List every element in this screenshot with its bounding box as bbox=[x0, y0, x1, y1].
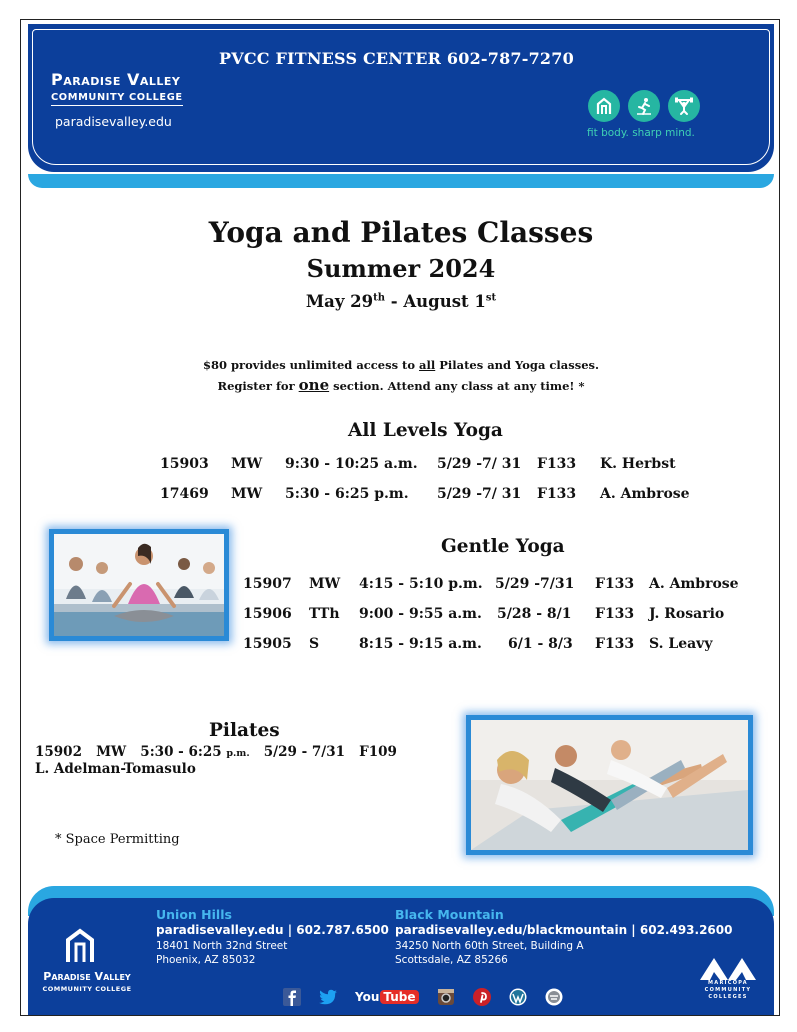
course-room: F133 bbox=[595, 606, 635, 622]
course-time: 4:15 - 5:10 p.m. bbox=[359, 576, 483, 592]
social-media-links bbox=[283, 988, 563, 1006]
course-days: MW bbox=[309, 576, 341, 592]
all-levels-heading: All Levels Yoga bbox=[348, 420, 503, 441]
course-instructor: A. Ambrose bbox=[600, 486, 690, 502]
course-instructor: A. Ambrose bbox=[649, 576, 739, 592]
black-mountain-address-1: 34250 North 60th Street, Building A bbox=[395, 940, 584, 952]
black-mountain-contact[interactable]: paradisevalley.edu/blackmountain | 602.493.2600 bbox=[395, 923, 733, 937]
pilates-heading: Pilates bbox=[209, 720, 280, 741]
course-time-suffix: p.m. bbox=[226, 748, 250, 759]
course-days: TTh bbox=[309, 606, 340, 622]
course-dates: 5/28 - 8/1 bbox=[497, 606, 572, 622]
course-instructor: L. Adelman-Tomasulo bbox=[35, 761, 196, 777]
pilates-class-photo bbox=[466, 715, 753, 855]
union-hills-name: Union Hills bbox=[156, 907, 232, 922]
promo-emphasis: all bbox=[419, 358, 436, 372]
black-mountain-address-2: Scottsdale, AZ 85266 bbox=[395, 954, 508, 966]
course-dates: 5/29 -7/31 bbox=[495, 576, 575, 592]
course-dates: 5/29 -7/ 31 bbox=[437, 456, 522, 472]
course-time: 9:30 - 10:25 a.m. bbox=[285, 456, 418, 472]
header-banner bbox=[28, 24, 774, 194]
course-dates: 5/29 - 7/31 bbox=[263, 744, 345, 760]
course-room: F133 bbox=[595, 636, 635, 652]
flyer bbox=[20, 19, 780, 1016]
promo-line-1 bbox=[21, 358, 780, 372]
footer-logo-subtitle: COMMUNITY COLLEGE bbox=[42, 985, 132, 993]
college-building-icon bbox=[62, 928, 98, 962]
black-mountain-name: Black Mountain bbox=[395, 907, 504, 922]
facebook-icon[interactable] bbox=[283, 988, 301, 1006]
course-time: 8:15 - 9:15 a.m. bbox=[359, 636, 482, 652]
course-dates: 5/29 -7/ 31 bbox=[437, 486, 522, 502]
course-code: 15907 bbox=[243, 576, 292, 592]
course-code: 15903 bbox=[160, 456, 209, 472]
college-logo-subtitle: COMMUNITY COLLEGE bbox=[51, 92, 183, 106]
maricopa-logo-text bbox=[698, 980, 758, 1001]
weightlifter-icon bbox=[668, 90, 700, 122]
union-hills-address-2: Phoenix, AZ 85032 bbox=[156, 954, 256, 966]
course-code: 15902 bbox=[35, 744, 82, 760]
gentle-yoga-heading: Gentle Yoga bbox=[441, 536, 565, 557]
youtube-tube: Tube bbox=[380, 990, 418, 1004]
twitter-icon[interactable] bbox=[319, 988, 337, 1006]
course-time: 9:00 - 9:55 a.m. bbox=[359, 606, 482, 622]
course-room: F109 bbox=[359, 744, 397, 760]
promo-text: Register for bbox=[217, 379, 299, 393]
dates-end: - August 1 bbox=[385, 292, 486, 311]
course-instructor: J. Rosario bbox=[649, 606, 725, 622]
college-logo-name: Paradise Valley bbox=[51, 70, 181, 89]
promo-emphasis: one bbox=[298, 376, 330, 394]
course-room: F133 bbox=[595, 576, 635, 592]
fitness-center-title: PVCC FITNESS CENTER 602-787-7270 bbox=[219, 49, 574, 68]
course-days: S bbox=[309, 636, 320, 652]
youtube-you: You bbox=[355, 990, 380, 1004]
promo-text: Pilates and Yoga classes. bbox=[435, 358, 599, 372]
course-time: 5:30 - 6:25 p.m. bbox=[285, 486, 409, 502]
promo-line-2 bbox=[21, 376, 780, 394]
mcc-line: MARICOPA bbox=[708, 980, 748, 986]
promo-text: section. Attend any class at any time! * bbox=[329, 379, 585, 393]
mcc-line: COMMUNITY bbox=[704, 987, 752, 993]
union-hills-address-1: 18401 North 32nd Street bbox=[156, 940, 288, 952]
course-room: F133 bbox=[537, 486, 577, 502]
mcc-line: COLLEGES bbox=[708, 994, 748, 1000]
course-days: MW bbox=[96, 744, 127, 760]
instagram-icon[interactable] bbox=[437, 988, 455, 1006]
space-permitting-note: * Space Permitting bbox=[55, 832, 180, 847]
flyer-term: Summer 2024 bbox=[306, 254, 496, 283]
pilates-course-row bbox=[35, 744, 397, 760]
course-days: MW bbox=[231, 486, 263, 502]
header-accent-stripe bbox=[28, 174, 774, 188]
course-days: MW bbox=[231, 456, 263, 472]
gym-building-icon bbox=[588, 90, 620, 122]
fitness-icons bbox=[588, 90, 700, 122]
course-time: 5:30 - 6:25 bbox=[140, 744, 222, 760]
promo-text: $80 provides unlimited access to bbox=[203, 358, 420, 372]
course-instructor: S. Leavy bbox=[649, 636, 713, 652]
youtube-icon[interactable] bbox=[355, 990, 419, 1004]
dates-end-suffix: st bbox=[485, 292, 497, 304]
college-url[interactable]: paradisevalley.edu bbox=[55, 114, 172, 129]
footer-banner bbox=[28, 898, 774, 1016]
fitness-tagline: fit body. sharp mind. bbox=[587, 127, 695, 139]
runner-icon bbox=[628, 90, 660, 122]
course-instructor: K. Herbst bbox=[600, 456, 676, 472]
flyer-title: Yoga and Pilates Classes bbox=[208, 216, 594, 249]
maricopa-logo-icon bbox=[700, 954, 756, 980]
wordpress-icon[interactable] bbox=[509, 988, 527, 1006]
course-code: 15906 bbox=[243, 606, 292, 622]
flyer-dates bbox=[21, 292, 780, 311]
yoga-class-photo bbox=[49, 529, 229, 641]
pinterest-icon[interactable] bbox=[473, 988, 491, 1006]
course-code: 17469 bbox=[160, 486, 209, 502]
foursquare-icon[interactable] bbox=[545, 988, 563, 1006]
footer-logo-name: Paradise Valley bbox=[43, 970, 131, 983]
course-code: 15905 bbox=[243, 636, 292, 652]
course-room: F133 bbox=[537, 456, 577, 472]
union-hills-contact[interactable]: paradisevalley.edu | 602.787.6500 bbox=[156, 923, 389, 937]
dates-start-suffix: th bbox=[373, 292, 386, 304]
dates-start: May 29 bbox=[305, 292, 374, 311]
course-dates: 6/1 - 8/3 bbox=[508, 636, 573, 652]
